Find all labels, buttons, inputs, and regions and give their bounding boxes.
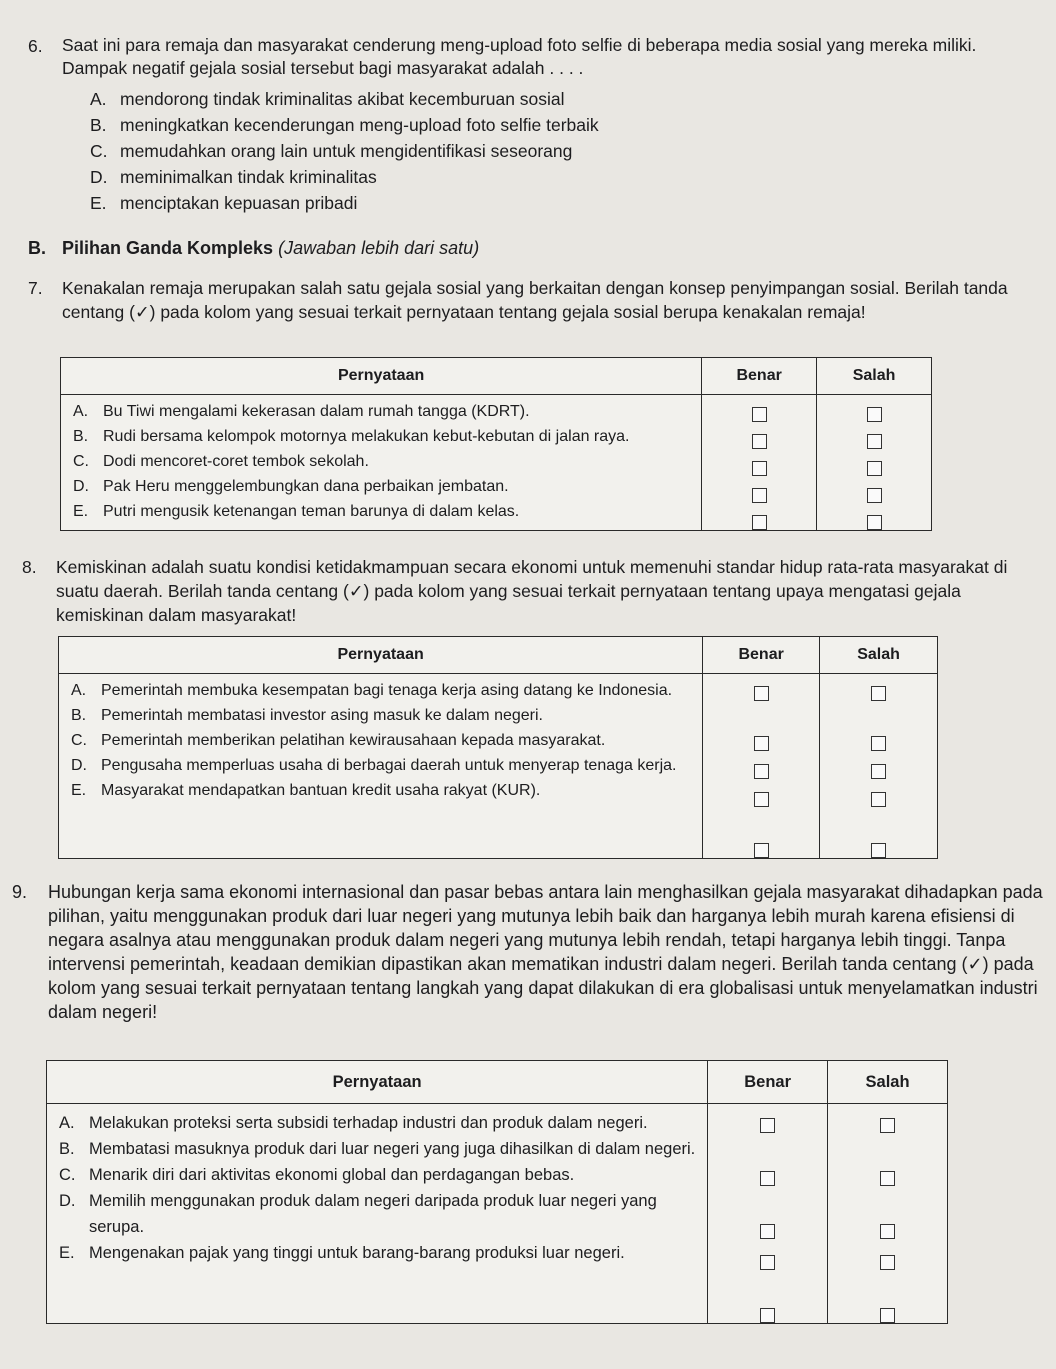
question-9: [12, 880, 1046, 1024]
statement-cell: A. Pemerintah membuka kesempatan bagi tenaga kerja asing datang ke Indonesia. B. Pemerintah membatasi investor asing masuk ke dalam negeri. C. Pemerintah memberikan pelatihan kewirausahaan kepada masyarakat. D. Pengusaha memperluas usaha di berbagai daerah untuk menyerap tenaga kerja. E. Masyarakat mendapatkan bantuan kredit usaha rakyat (KUR).: [59, 674, 703, 859]
false-checkbox[interactable]: [880, 1224, 895, 1239]
section-heading: B. Pilihan Ganda Kompleks (Jawaban lebih dari satu): [28, 238, 480, 258]
false-checkbox[interactable]: [871, 686, 886, 701]
false-checkbox[interactable]: [880, 1255, 895, 1270]
false-column: [828, 1104, 948, 1324]
false-checkbox[interactable]: [867, 407, 882, 422]
true-column: [703, 674, 820, 859]
table-header-row: [47, 1061, 948, 1104]
table-question-9: [46, 1060, 948, 1324]
answer-option[interactable]: D. meminimalkan tindak kriminalitas: [90, 167, 377, 187]
false-checkbox[interactable]: [871, 736, 886, 751]
table-row: [59, 674, 938, 859]
false-checkbox[interactable]: [871, 764, 886, 779]
statement-cell: A. Bu Tiwi mengalami kekerasan dalam rumah tangga (KDRT). B. Rudi bersama kelompok motornya melakukan kebut-kebutan di jalan raya. C. Dodi mencoret-coret tembok sekolah. D. Pak Heru menggelembungkan dana perbaikan jembatan. E. Putri mengusik ketenangan teman barunya di dalam kelas.: [61, 395, 702, 531]
question-number: 9.: [12, 882, 28, 902]
false-column: [817, 395, 932, 531]
column-header-false: Salah: [828, 1061, 948, 1104]
column-header-statement: Pernyataan: [59, 637, 703, 674]
true-checkbox[interactable]: [754, 686, 769, 701]
question-8: [22, 555, 1036, 627]
false-checkbox[interactable]: [867, 461, 882, 476]
answer-options: [90, 86, 1028, 216]
question-text: Hubungan kerja sama ekonomi internasional dan pasar bebas antara lain menghasilkan gejala masyarakat dihadapkan pada pilihan, yaitu menggunakan produk dari luar negeri yang mutunya lebih baik dan harganya lebih murah karena efisiensi di negara asalnya atau menggunakan produk dalam negeri yang mutunya lebih rendah, tetapi harganya lebih tinggi. Tanpa intervensi pemerintah, keadaan demikian dipastikan akan mematikan industri dalam negeri. Berilah tanda centang (✓) pada kolom yang sesuai terkait pernyataan tentang langkah yang dapat dilakukan di era globalisasi untuk menyelamatkan industri dalam negeri!: [48, 882, 1043, 1022]
true-checkbox[interactable]: [752, 461, 767, 476]
question-number: 7.: [28, 278, 43, 298]
true-checkbox[interactable]: [760, 1224, 775, 1239]
true-column: [708, 1104, 828, 1324]
table-question-7: [60, 357, 932, 531]
true-checkbox[interactable]: [760, 1171, 775, 1186]
false-checkbox[interactable]: [867, 488, 882, 503]
question-number: 8.: [22, 557, 37, 577]
false-checkbox[interactable]: [880, 1171, 895, 1186]
false-checkbox[interactable]: [867, 434, 882, 449]
true-checkbox[interactable]: [754, 736, 769, 751]
true-checkbox[interactable]: [760, 1255, 775, 1270]
answer-option[interactable]: B. meningkatkan kecenderungan meng-upload foto selfie terbaik: [90, 115, 599, 135]
true-checkbox[interactable]: [752, 515, 767, 530]
true-checkbox[interactable]: [760, 1308, 775, 1323]
true-checkbox[interactable]: [754, 792, 769, 807]
column-header-true: Benar: [702, 358, 817, 395]
true-checkbox[interactable]: [754, 843, 769, 858]
column-header-true: Benar: [708, 1061, 828, 1104]
answer-option[interactable]: C. memudahkan orang lain untuk mengidentifikasi seseorang: [90, 141, 573, 161]
false-checkbox[interactable]: [880, 1118, 895, 1133]
column-header-statement: Pernyataan: [47, 1061, 708, 1104]
column-header-statement: Pernyataan: [61, 358, 702, 395]
column-header-false: Salah: [817, 358, 932, 395]
true-checkbox[interactable]: [752, 407, 767, 422]
table-row: [47, 1104, 948, 1324]
true-checkbox[interactable]: [754, 764, 769, 779]
question-7: [28, 276, 1028, 324]
answer-option[interactable]: E. menciptakan kepuasan pribadi: [90, 193, 358, 213]
question-text: Kemiskinan adalah suatu kondisi ketidakmampuan secara ekonomi untuk memenuhi standar hidup rata-rata masyarakat di suatu daerah. Berilah tanda centang (✓) pada kolom yang sesuai terkait pernyataan tentang upaya mengatasi gejala kemiskinan dalam masyarakat!: [56, 557, 1008, 625]
false-checkbox[interactable]: [867, 515, 882, 530]
true-checkbox[interactable]: [752, 434, 767, 449]
table-header-row: [61, 358, 932, 395]
false-column: [820, 674, 938, 859]
table-question-8: [58, 636, 938, 859]
column-header-false: Salah: [820, 637, 938, 674]
true-checkbox[interactable]: [752, 488, 767, 503]
question-text: Saat ini para remaja dan masyarakat cenderung meng-upload foto selfie di beberapa media sosial yang mereka miliki. Dampak negatif gejala sosial tersebut bagi masyarakat adalah . . . .: [62, 35, 977, 78]
false-checkbox[interactable]: [871, 843, 886, 858]
true-checkbox[interactable]: [760, 1118, 775, 1133]
question-6: [28, 34, 1028, 216]
false-checkbox[interactable]: [880, 1308, 895, 1323]
table-row: [61, 395, 932, 531]
table-header-row: [59, 637, 938, 674]
false-checkbox[interactable]: [871, 792, 886, 807]
question-number: 6.: [28, 36, 43, 56]
answer-option[interactable]: A. mendorong tindak kriminalitas akibat kecemburuan sosial: [90, 89, 565, 109]
statement-cell: A. Melakukan proteksi serta subsidi terhadap industri dan produk dalam negeri. B. Membatasi masuknya produk dari luar negeri yang juga dihasilkan di dalam negeri. C. Menarik diri dari aktivitas ekonomi global dan perdagangan bebas. D. Memilih menggunakan produk dalam negeri daripada produk luar negeri yang serupa. E. Mengenakan pajak yang tinggi untuk barang-barang produksi luar negeri.: [47, 1104, 708, 1324]
true-column: [702, 395, 817, 531]
question-text: Kenakalan remaja merupakan salah satu gejala sosial yang berkaitan dengan konsep penyimpangan sosial. Berilah tanda centang (✓) pada kolom yang sesuai terkait pernyataan tentang gejala sosial berupa kenakalan remaja!: [62, 278, 1008, 322]
column-header-true: Benar: [703, 637, 820, 674]
